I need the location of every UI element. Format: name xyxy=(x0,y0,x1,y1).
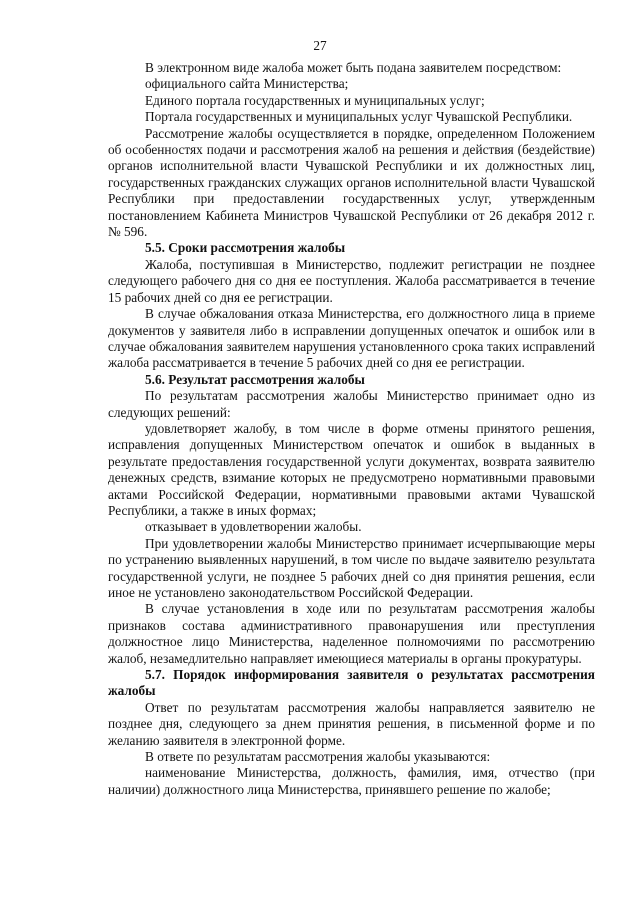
section-heading: 5.5. Сроки рассмотрения жалобы xyxy=(145,240,346,256)
page-number: 27 xyxy=(313,38,327,53)
paragraph: Ответ по результатам рассмотрения жалобы направляется заявителю не позднее дня, следующего за днем принятия решения, в письменной форме и по желанию заявителя в электронной форме. xyxy=(108,699,595,748)
paragraph: удовлетворяет жалобу, в том числе в форме отмены принятого решения, исправления допущенных Министерством опечаток и ошибок в выданных в результате предоставления государственной услуги документах, возврата заявителю денежных средств, взимание которых не предусмотрено нормативными правовыми актами Российской Федерации, нормативными правовыми актами Чувашской Республики, а также в иных формах; xyxy=(108,420,595,518)
paragraph: отказывает в удовлетворении жалобы. xyxy=(145,519,362,535)
paragraph: В ответе по результатам рассмотрения жалобы указываются: xyxy=(145,749,491,765)
paragraph: При удовлетворении жалобы Министерство принимает исчерпывающие меры по устранению выявленных нарушений, в том числе по выдаче заявителю результата государственной услуги, не позднее 5 рабочих дней со дня принятия решения, если иное не установлено законодательством Российской Федерации. xyxy=(108,535,595,600)
paragraph: официального сайта Министерства; xyxy=(145,76,349,92)
paragraph: В электронном виде жалоба может быть подана заявителем посредством: xyxy=(145,60,562,75)
section-heading: 5.6. Результат рассмотрения жалобы xyxy=(145,371,365,387)
section-heading: 5.7. Порядок информирования заявителя о результатах рассмотрения жалобы xyxy=(108,667,595,699)
paragraph: В случае установления в ходе или по результатам рассмотрения жалобы признаков состава административного правонарушения или преступления должностное лицо Министерства, наделенное полномочиями по рассмотрению жалоб, незамедлительно направляет имеющиеся материалы в органы прокуратуры. xyxy=(108,601,595,666)
paragraph: Рассмотрение жалобы осуществляется в порядке, определенном Положением об особенностях подачи и рассмотрения жалоб на решения и действия (бездействие) органов исполнительной власти Чувашской Республики и их должностных лиц, государственных гражданских служащих органов исполнительной власти Чувашской Республики при предоставлении государственных услуг, утвержденным постановлением Кабинета Министров Чувашской Республики от 26 декабря 2012 г. № 596. xyxy=(108,125,595,240)
paragraph: Портала государственных и муниципальных услуг Чувашской Республики. xyxy=(145,109,573,125)
paragraph: По результатам рассмотрения жалобы Министерство принимает одно из следующих решений: xyxy=(108,388,595,420)
paragraph: Жалоба, поступившая в Министерство, подлежит регистрации не позднее следующего рабочего дня со дня ее поступления. Жалоба рассматривается в течение 15 рабочих дней со дня ее регистрации. xyxy=(108,256,595,305)
paragraph: наименование Министерства, должность, фамилия, имя, отчество (при наличии) должностного лица Министерства, принявшего решение по жалобе; xyxy=(108,765,595,797)
document-body xyxy=(108,60,595,798)
paragraph: Единого портала государственных и муниципальных услуг; xyxy=(145,92,485,108)
paragraph: В случае обжалования отказа Министерства, его должностного лица в приеме документов у заявителя либо в исправлении допущенных опечаток и ошибок или в случае обжалования заявителем нарушения установленного срока таких исправлений жалоба рассматривается в течение 5 рабочих дней со дня ее регистрации. xyxy=(108,306,595,371)
